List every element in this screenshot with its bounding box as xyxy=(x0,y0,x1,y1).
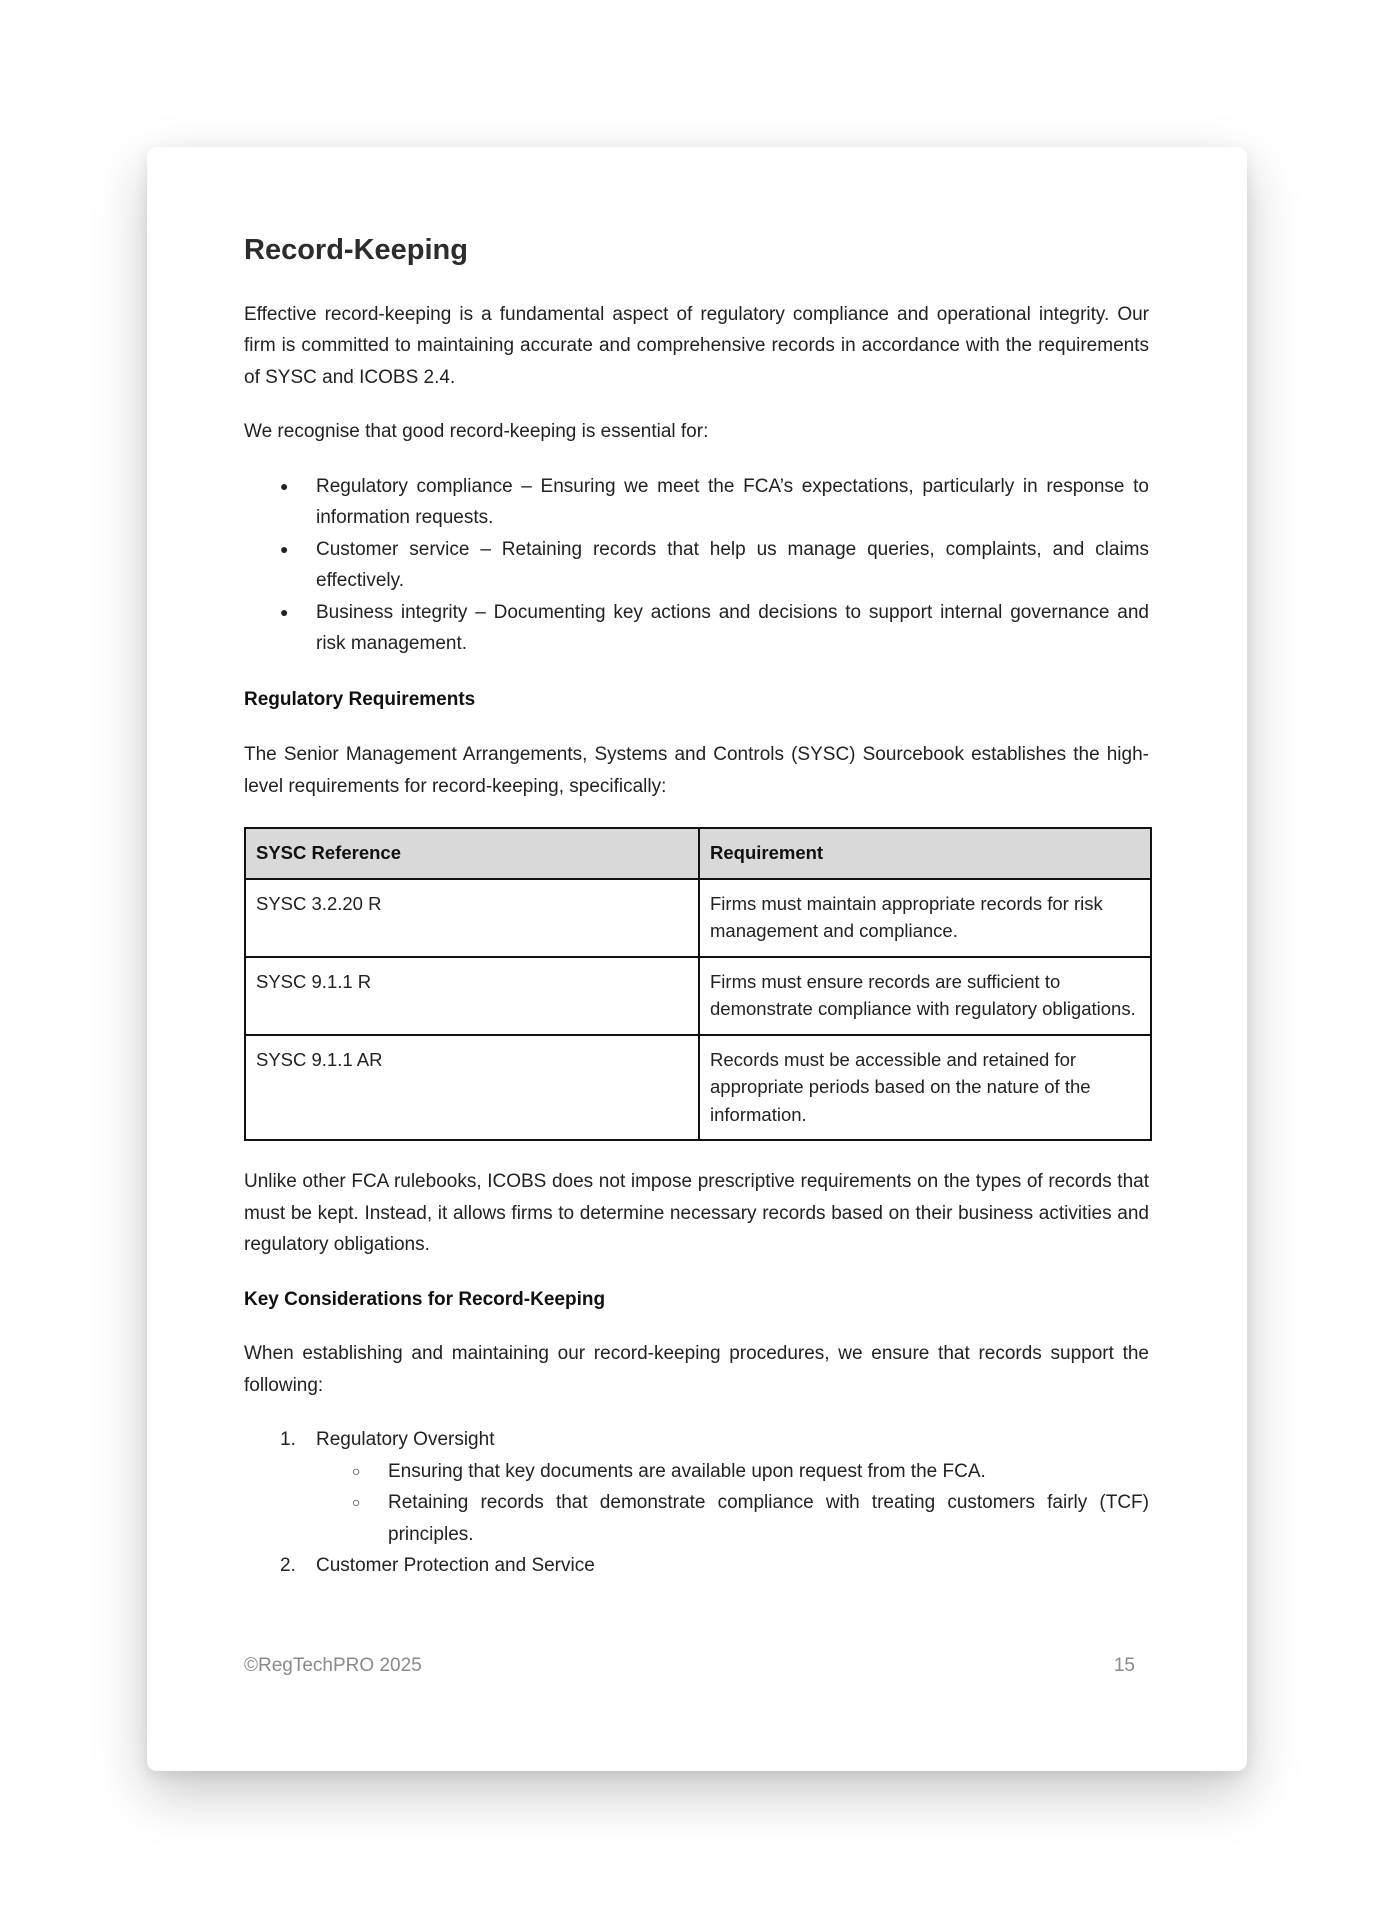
essential-bullet-list xyxy=(244,471,1149,660)
table-cell-requirement: Firms must ensure records are sufficient to demonstrate compliance with regulatory obligations. xyxy=(699,957,1151,1035)
circle-bullet-icon: ○ xyxy=(352,1462,361,1479)
essential-intro: We recognise that good record-keeping is essential for: xyxy=(244,421,709,443)
sub-bullet-item xyxy=(316,1487,1149,1550)
table-row xyxy=(245,879,1151,957)
item-label: Customer Protection and Service xyxy=(316,1555,595,1577)
regulatory-requirements-heading: Regulatory Requirements xyxy=(244,688,476,710)
sub-bullet-list xyxy=(316,1456,1149,1551)
page-content xyxy=(244,233,1149,1582)
table-header-row xyxy=(245,828,1151,879)
icobs-paragraph: Unlike other FCA rulebooks, ICOBS does not impose prescriptive requirements on the types of records that must be kept. Instead, it allows firms to determine necessary records based on their business activities and regulatory obligations. xyxy=(244,1171,1149,1256)
table-header-cell: Requirement xyxy=(699,828,1151,879)
bullet-icon: ● xyxy=(280,477,289,494)
bullet-icon: ● xyxy=(280,603,289,620)
sub-bullet-item xyxy=(316,1456,1149,1488)
bullet-item xyxy=(244,471,1149,534)
sub-bullet-text: Ensuring that key documents are available upon request from the FCA. xyxy=(388,1460,986,1482)
bullet-text: Regulatory compliance – Ensuring we meet the FCA’s expectations, particularly in response to information requests. xyxy=(316,475,1149,529)
sub-bullet-text: Retaining records that demonstrate compliance with treating customers fairly (TCF) principles. xyxy=(388,1492,1149,1545)
document-page xyxy=(147,147,1247,1771)
page-number: 15 xyxy=(1113,1655,1135,1676)
table-cell-requirement: Firms must maintain appropriate records for risk management and compliance. xyxy=(699,879,1151,957)
page-footer xyxy=(244,1654,1135,1678)
bullet-icon: ● xyxy=(280,540,289,557)
regulatory-paragraph: The Senior Management Arrangements, Systems and Controls (SYSC) Sourcebook establishes the high-level requirements for record-keeping, specifically: xyxy=(244,744,1149,797)
key-considerations-heading: Key Considerations for Record-Keeping xyxy=(244,1288,606,1310)
item-number: 1. xyxy=(280,1429,296,1451)
section-heading: Record-Keeping xyxy=(244,234,468,266)
table-row xyxy=(245,1035,1151,1141)
bullet-text: Customer service – Retaining records that help us manage queries, complaints, and claims effectively. xyxy=(316,538,1149,592)
considerations-paragraph: When establishing and maintaining our record-keeping procedures, we ensure that records support the following: xyxy=(244,1343,1149,1396)
item-number: 2. xyxy=(280,1555,296,1577)
table-cell-reference: SYSC 3.2.20 R xyxy=(245,879,699,957)
numbered-item xyxy=(244,1424,1149,1550)
table-cell-reference: SYSC 9.1.1 R xyxy=(245,957,699,1035)
footer-copyright: ©RegTechPRO 2025 xyxy=(244,1655,422,1676)
table-header-cell: SYSC Reference xyxy=(245,828,699,879)
circle-bullet-icon: ○ xyxy=(352,1494,361,1511)
bullet-item xyxy=(244,597,1149,660)
sysc-requirements-table xyxy=(244,827,1152,1141)
intro-paragraph: Effective record-keeping is a fundamental aspect of regulatory compliance and operational integrity. Our firm is committed to maintaining accurate and comprehensive records in accordance with the requirements of SYSC and ICOBS 2.4. xyxy=(244,303,1149,388)
table-cell-requirement: Records must be accessible and retained for appropriate periods based on the nature of the information. xyxy=(699,1035,1151,1141)
table-row xyxy=(245,957,1151,1035)
table-cell-reference: SYSC 9.1.1 AR xyxy=(245,1035,699,1141)
considerations-numbered-list xyxy=(244,1424,1149,1582)
item-label: Regulatory Oversight xyxy=(316,1429,495,1451)
bullet-text: Business integrity – Documenting key actions and decisions to support internal governance and risk management. xyxy=(316,601,1149,655)
numbered-item xyxy=(244,1550,1149,1582)
bullet-item xyxy=(244,534,1149,597)
